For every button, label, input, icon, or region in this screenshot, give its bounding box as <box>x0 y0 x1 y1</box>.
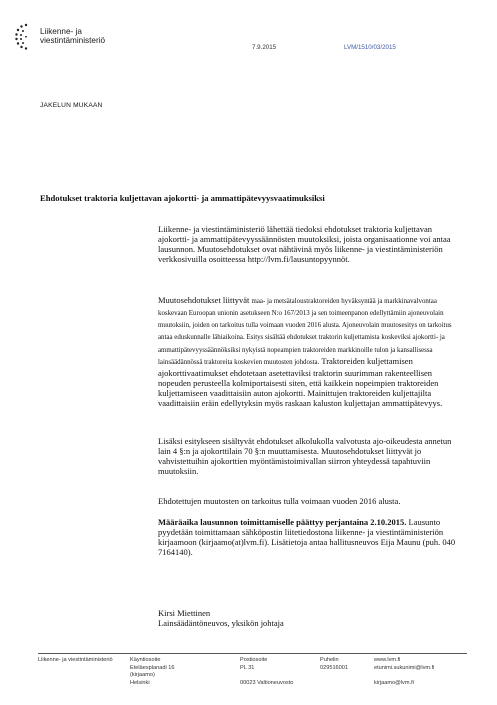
footer-visit-address: Käyntiosoite Eteläesplanadi 16 (kirjaamo) Helsinki <box>130 657 175 686</box>
footer-website-link[interactable]: www.lvm.fi <box>374 657 401 663</box>
footer-divider <box>38 653 467 654</box>
paragraph-intro: Liikenne- ja viestintäministeriö lähettää tiedoksi ehdotukset traktoria kuljettavan ajokortti- ja ammattipätevyyssäännösten muutoksiksi, joista organisaationne voi antaa lausunnon. Muutosehdotukset ovat nähtävinä myös liikenne- ja viestintäministeriön verkkosivuilla osoitteessa http://lvm.fi/lausuntopyynnöt. <box>158 224 451 265</box>
footer-organization: Liikenne- ja viestintäministeriö <box>38 657 113 663</box>
footer-postal-address: Postiosoite PL 31 00023 Valtioneuvosto <box>240 657 294 686</box>
ministry-logo-text: Liikenne- ja viestintäministeriö <box>40 27 106 45</box>
footer-registry-email[interactable]: kirjaamo@lvm.fi <box>374 679 414 686</box>
paragraph-additional: Lisäksi esitykseen sisältyvät ehdotukset alkolukolla valvotusta ajo-oikeudesta annetun lain 4 §:n ja ajokorttilain 70 §:n muuttamisesta. Muutosehdotukset liittyvät jo vahvistettuihin ajokorttien myöntämistoimivallan siirron yhteydessä tapahtuviin muutoksiin. <box>158 436 452 477</box>
paragraph-effective-date: Ehdotettujen muutosten on tarkoitus tulla voimaan vuoden 2016 alusta. <box>158 496 401 506</box>
footer-contacts <box>374 657 434 687</box>
footer-phone: Puhelin 029516001 <box>320 657 348 671</box>
ministry-emblem-icon <box>14 22 38 52</box>
signer-name: Kirsi Miettinen <box>158 608 211 618</box>
deadline-text: Määräaika lausunnon toimittamiselle päättyy perjantaina 2.10.2015. <box>158 517 407 527</box>
distribution-heading: JAKELUN MUKAAN <box>40 102 103 109</box>
paragraph-deadline: Määräaika lausunnon toimittamiselle päättyy perjantaina 2.10.2015. Lausunto pyydetään toimittamaan sähköpostin liitetiedostona liikenne- ja viestintäministeriön kirjaamoon (kirjaamo(at)lvm.fi). Lisätietoja antaa hallitusneuvos Eija Maunu (puh. 040 7164140). <box>158 517 456 558</box>
paragraph-background: Muutosehdotukset liittyvät maa- ja metsätaloustraktoreiden hyväksyntää ja markkinavalvontaa koskevaan Euroopan unionin asetukseen N:o 167/2013 ja sen toimeenpanon edellyttämiin ajoneuvolain muutoksiin, joiden on tarkoitus tulla voimaan vuoden 2016 alusta. Ajoneuvolain muutosesitys on tarkoitus antaa eduskunnalle lähiaikoina. Esitys sisältää ehdotukset traktorin kuljettamista koskeviksi ajokortti- ja ammattipätevyyssäännöksiksi nykyistä nopeampien traktoreiden markkinoille tulon ja kansallisessa lainsäädännössä traktoreita koskevien muutosten johdosta. Traktoreiden kuljettamisen ajokorttivaatimukset ehdotetaan asetettaviksi traktorin suurimman rakenteellisen nopeuden perusteella kolmiportaisesti siten, että kaikkein nopeimpien traktoreiden kuljettamiseen vaadittaisiin auton ajokortti. Mainittujen traktoreiden kuljettajilta vaadittaisiin eräin edellytyksin myös raskaan kaluston kuljettajan ammattipätevyys. <box>158 295 452 409</box>
document-date: 7.9.2015 <box>252 44 277 51</box>
document-reference: LVM/1510/03/2015 <box>344 44 396 51</box>
signature-block <box>158 608 284 628</box>
footer-email-pattern: etunimi.sukunimi@lvm.fi <box>374 664 435 671</box>
signer-role: Lainsäädäntöneuvos, yksikön johtaja <box>158 618 284 629</box>
document-title: Ehdotukset traktoria kuljettavan ajokortti- ja ammattipätevyysvaatimuksiksi <box>40 193 325 203</box>
ministry-logo <box>14 20 144 56</box>
